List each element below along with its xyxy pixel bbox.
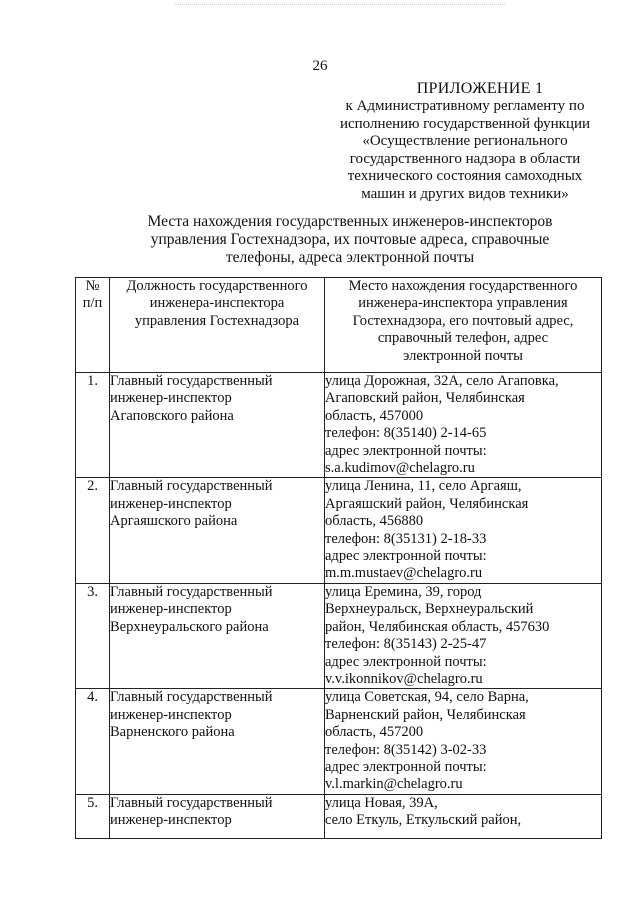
position-line: Варненского района [110, 724, 235, 741]
phone-line: телефон: 8(35142) 3-02-33 [325, 741, 487, 758]
email-label: адрес электронной почты: [325, 653, 487, 670]
address-line: область, 457000 [325, 407, 424, 424]
row-position [110, 373, 325, 478]
email-address: v.v.ikonnikov@chelagro.ru [325, 670, 483, 687]
appendix-line: технического состояния самоходных [347, 168, 583, 184]
address-line: улица Новая, 39А, [325, 794, 438, 811]
header-line: электронной почты [403, 347, 523, 364]
row-number: 4. [76, 689, 110, 794]
position-line: Главный государственный [110, 583, 273, 600]
appendix-line: к Административному регламенту по [345, 98, 585, 114]
position-line: инженер-инспектор [110, 390, 232, 407]
scan-artifact-line [175, 4, 505, 9]
position-line: Аргаяшского района [110, 513, 238, 530]
email-address: s.a.kudimov@chelagro.ru [325, 460, 475, 477]
page-number: 26 [312, 58, 328, 74]
header-line: инженера-инспектора [149, 295, 285, 312]
email-address: v.l.markin@chelagro.ru [325, 776, 463, 793]
address-line: Варненский район, Челябинская [325, 706, 526, 723]
header-line: п/п [82, 295, 103, 312]
appendix-line: государственного надзора в области [349, 150, 581, 167]
heading-line: управления Гостехнадзора, их почтовые адреса, справочные [150, 231, 550, 248]
row-address [325, 689, 602, 794]
address-line: Верхнеуральск, Верхнеуральский [325, 601, 534, 618]
address-line: Аргаяшский район, Челябинская [325, 495, 529, 512]
row-number: 5. [76, 794, 110, 838]
table-row [76, 373, 602, 478]
address-line: улица Советская, 94, село Варна, [325, 689, 529, 706]
header-line: управления Гостехнадзора [134, 312, 300, 329]
header-line: справочный телефон, адрес [377, 330, 549, 347]
email-label: адрес электронной почты: [325, 442, 487, 459]
row-address [325, 478, 602, 583]
position-line: Главный государственный [110, 794, 273, 811]
appendix-line: «Осуществление регионального [362, 133, 568, 149]
header-position [110, 278, 325, 373]
document-heading [110, 213, 590, 267]
row-position [110, 689, 325, 794]
position-line: инженер-инспектор [110, 601, 232, 618]
row-number: 1. [76, 373, 110, 478]
row-number: 3. [76, 583, 110, 688]
phone-line: телефон: 8(35131) 2-18-33 [325, 530, 487, 547]
address-line: улица Еремина, 39, город [325, 583, 482, 600]
email-label: адрес электронной почты: [325, 548, 487, 565]
phone-line: телефон: 8(35140) 2-14-65 [325, 425, 487, 442]
row-address [325, 373, 602, 478]
address-line: область, 457200 [325, 724, 424, 741]
appendix-line: машин и других видов техники» [361, 185, 569, 202]
address-line: село Еткуль, Еткульский район, [325, 812, 522, 829]
address-line: улица Ленина, 11, село Аргаяш, [325, 478, 522, 495]
heading-line: телефоны, адреса электронной почты [225, 249, 475, 266]
header-number [76, 278, 110, 373]
table-row [76, 583, 602, 688]
address-line: Агаповский район, Челябинская [325, 390, 525, 407]
phone-line: телефон: 8(35143) 2-25-47 [325, 636, 487, 653]
position-line: Главный государственный [110, 478, 273, 495]
position-line: инженер-инспектор [110, 812, 232, 829]
header-line: Должность государственного [126, 278, 308, 294]
email-address: m.m.mustaev@chelagro.ru [325, 565, 483, 582]
position-line: инженер-инспектор [110, 706, 232, 723]
table-row [76, 689, 602, 794]
header-line: Место нахождения государственного [348, 278, 578, 294]
appendix-line: исполнению государственной функции [339, 115, 591, 132]
header-address [325, 278, 602, 373]
row-position [110, 478, 325, 583]
heading-line: Места нахождения государственных инженеров-инспекторов [147, 213, 553, 230]
row-address [325, 794, 602, 838]
position-line: Агаповского района [110, 407, 234, 424]
table-row [76, 794, 602, 838]
row-address [325, 583, 602, 688]
table-header-row [76, 278, 602, 373]
position-line: Главный государственный [110, 373, 273, 389]
address-line: область, 456880 [325, 513, 424, 530]
header-line: № [85, 278, 100, 294]
address-line: улица Дорожная, 32А, село Агаповка, [325, 373, 559, 389]
position-line: Главный государственный [110, 689, 273, 706]
header-line: инженера-инспектора управления [358, 295, 568, 312]
appendix-title: ПРИЛОЖЕНИЕ 1 [416, 80, 544, 97]
inspectors-table [75, 277, 602, 839]
appendix-subtitle [320, 98, 610, 203]
position-line: Верхнеуральского района [110, 618, 269, 635]
table-row [76, 478, 602, 583]
position-line: инженер-инспектор [110, 495, 232, 512]
email-label: адрес электронной почты: [325, 758, 487, 775]
row-number: 2. [76, 478, 110, 583]
address-line: район, Челябинская область, 457630 [325, 618, 550, 635]
header-line: Гостехнадзора, его почтовый адрес, [352, 312, 574, 329]
row-position [110, 583, 325, 688]
row-position [110, 794, 325, 838]
